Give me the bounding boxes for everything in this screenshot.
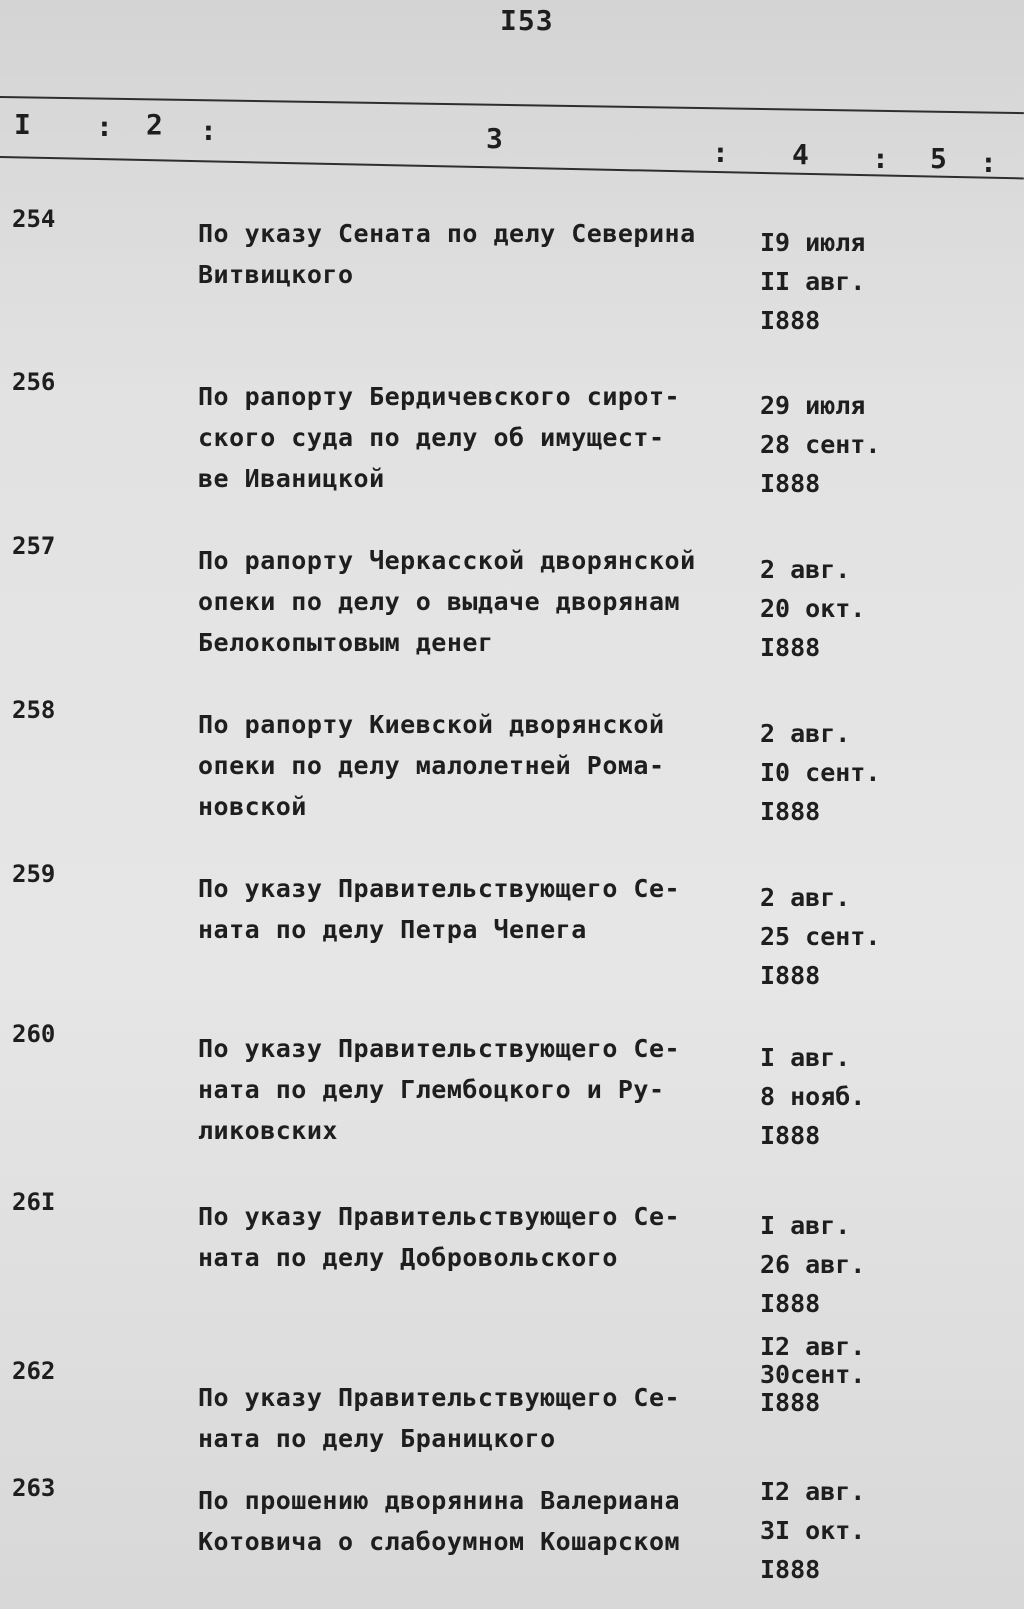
description-line: По указу Правительствующего Се-: [198, 1034, 681, 1063]
year: I888: [760, 1121, 821, 1150]
record-description: [198, 1480, 738, 1562]
record-description: [198, 1196, 738, 1278]
record-dates: [760, 1038, 920, 1155]
description-line: ната по делу Глембоцкого и Ру-: [198, 1075, 665, 1104]
end-date: I0 сент.: [760, 758, 881, 787]
header-rule-bottom: [0, 156, 1024, 179]
start-date: I2 авг.: [760, 1332, 866, 1361]
record-dates: [760, 878, 920, 995]
record-number: 254: [12, 205, 56, 233]
end-date: 8 нояб.: [760, 1082, 866, 1111]
year: I888: [760, 961, 821, 990]
description-line: По указу Сената по делу Северина: [198, 219, 696, 248]
column-header-1: I: [14, 108, 31, 141]
record-description: [198, 1028, 738, 1151]
column-separator-4: :: [872, 142, 889, 175]
description-line: опеки по делу малолетней Рома-: [198, 751, 665, 780]
record-dates: [760, 1206, 920, 1323]
column-header-5: 5: [930, 142, 947, 175]
description-line: По указу Правительствующего Се-: [198, 874, 681, 903]
year: I888: [760, 306, 821, 335]
column-separator-2: :: [200, 114, 217, 147]
column-header-2: 2: [146, 108, 163, 141]
description-line: ната по делу Браницкого: [198, 1424, 556, 1453]
description-line: По указу Правительствующего Се-: [198, 1383, 681, 1412]
column-separator-1: :: [96, 110, 113, 143]
description-line: ве Иваницкой: [198, 464, 385, 493]
column-header-3: 3: [486, 122, 503, 155]
record-dates: [760, 223, 920, 340]
record-number: 258: [12, 696, 56, 724]
start-date: 29 июля: [760, 391, 866, 420]
record-dates: [760, 386, 920, 503]
record-number: 256: [12, 368, 56, 396]
record-description: [198, 1377, 738, 1459]
description-line: Котовича о слабоумном Кошарском: [198, 1527, 681, 1556]
start-date: I авг.: [760, 1211, 851, 1240]
year: I888: [760, 1388, 821, 1417]
record-number: 257: [12, 532, 56, 560]
record-number: 263: [12, 1474, 56, 1502]
description-line: новской: [198, 792, 307, 821]
start-date: I авг.: [760, 1043, 851, 1072]
start-date: 2 авг.: [760, 883, 851, 912]
year: I888: [760, 1555, 821, 1584]
year: I888: [760, 469, 821, 498]
description-line: ната по делу Петра Чепега: [198, 915, 587, 944]
year: I888: [760, 1289, 821, 1318]
start-date: I9 июля: [760, 228, 866, 257]
end-date: II авг.: [760, 267, 866, 296]
record-dates: [760, 1333, 920, 1417]
record-description: [198, 540, 738, 663]
column-header-4: 4: [792, 138, 809, 171]
record-description: [198, 868, 738, 950]
end-date: 20 окт.: [760, 594, 866, 623]
description-line: По рапорту Бердичевского сирот-: [198, 382, 681, 411]
start-date: I2 авг.: [760, 1477, 866, 1506]
record-dates: [760, 714, 920, 831]
record-number: 260: [12, 1020, 56, 1048]
record-description: [198, 704, 738, 827]
column-separator-3: :: [712, 136, 729, 169]
year: I888: [760, 797, 821, 826]
end-date: 26 авг.: [760, 1250, 866, 1279]
record-dates: [760, 550, 920, 667]
end-date: 30сент.: [760, 1360, 866, 1389]
record-number: 26I: [12, 1188, 56, 1216]
page-number: I53: [500, 4, 554, 37]
year: I888: [760, 633, 821, 662]
description-line: По рапорту Киевской дворянской: [198, 710, 665, 739]
description-line: Витвицкого: [198, 260, 354, 289]
description-line: ликовских: [198, 1116, 338, 1145]
end-date: 3I окт.: [760, 1516, 866, 1545]
description-line: ского суда по делу об имущест-: [198, 423, 665, 452]
description-line: опеки по делу о выдаче дворянам: [198, 587, 681, 616]
description-line: Белокопытовым денег: [198, 628, 494, 657]
record-description: [198, 376, 738, 499]
description-line: По прошению дворянина Валериана: [198, 1486, 681, 1515]
description-line: По указу Правительствующего Се-: [198, 1202, 681, 1231]
end-date: 28 сент.: [760, 430, 881, 459]
record-dates: [760, 1472, 920, 1589]
column-separator-5: :: [980, 146, 997, 179]
record-number: 259: [12, 860, 56, 888]
record-number: 262: [12, 1357, 56, 1385]
start-date: 2 авг.: [760, 719, 851, 748]
record-description: [198, 213, 738, 295]
end-date: 25 сент.: [760, 922, 881, 951]
start-date: 2 авг.: [760, 555, 851, 584]
description-line: ната по делу Добровольского: [198, 1243, 618, 1272]
description-line: По рапорту Черкасской дворянской: [198, 546, 696, 575]
